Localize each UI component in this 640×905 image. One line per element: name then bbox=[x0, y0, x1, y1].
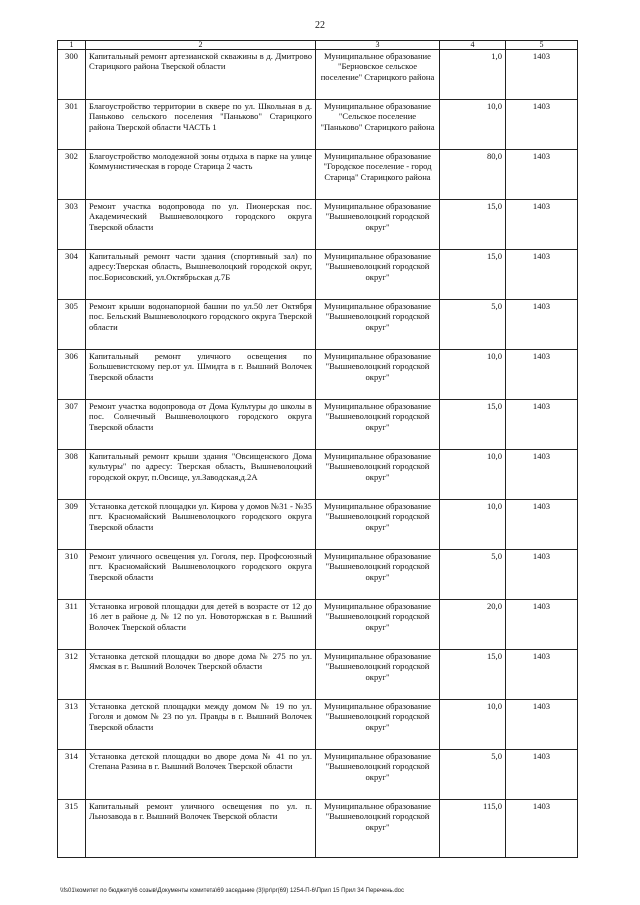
row-number: 300 bbox=[58, 50, 86, 100]
table-row bbox=[58, 50, 578, 100]
table-row bbox=[58, 750, 578, 800]
row-description: Капитальный ремонт артезианской скважины в д. Дмитрово Старицкого района Тверской области bbox=[86, 50, 316, 100]
row-municipality: Муниципальное образование "Вышневолоцкий городской округ" bbox=[316, 250, 440, 300]
row-description: Благоустройство молодежной зоны отдыха в парке на улице Коммунистическая в городе Старица 2 часть bbox=[86, 150, 316, 200]
column-header-2: 2 bbox=[86, 41, 316, 50]
footer-file-path: \\fs01\комитет по бюджету\6 созыв\Документы комитета\69 заседание (3)\pr\pr(69) 1254-П-6\Прил 15 Прил 34 Перечень.doc bbox=[60, 888, 404, 894]
row-code: 1403 bbox=[506, 250, 578, 300]
row-code: 1403 bbox=[506, 600, 578, 650]
row-municipality: Муниципальное образование "Вышневолоцкий городской округ" bbox=[316, 300, 440, 350]
row-amount: 80,0 bbox=[440, 150, 506, 200]
table-row bbox=[58, 350, 578, 400]
row-description: Установка детской площадки во дворе дома № 275 по ул. Ямская в г. Вышний Волочек Тверской области bbox=[86, 650, 316, 700]
row-number: 302 bbox=[58, 150, 86, 200]
row-municipality: Муниципальное образование "Вышневолоцкий городской округ" bbox=[316, 700, 440, 750]
row-amount: 20,0 bbox=[440, 600, 506, 650]
row-number: 309 bbox=[58, 500, 86, 550]
row-amount: 5,0 bbox=[440, 550, 506, 600]
table-row bbox=[58, 100, 578, 150]
row-municipality: Муниципальное образование "Сельское поселение "Паньково" Старицкого района bbox=[316, 100, 440, 150]
row-code: 1403 bbox=[506, 700, 578, 750]
row-number: 310 bbox=[58, 550, 86, 600]
row-municipality: Муниципальное образование "Вышневолоцкий городской округ" bbox=[316, 650, 440, 700]
projects-table bbox=[57, 40, 578, 858]
row-amount: 10,0 bbox=[440, 100, 506, 150]
row-code: 1403 bbox=[506, 50, 578, 100]
table-row bbox=[58, 550, 578, 600]
row-municipality: Муниципальное образование "Вышневолоцкий городской округ" bbox=[316, 400, 440, 450]
row-code: 1403 bbox=[506, 350, 578, 400]
row-description: Капитальный ремонт части здания (спортивный зал) по адресу:Тверская область, Вышневолоцкий городской округ, пос.Борисовский, ул.Октябрьская д.7Б bbox=[86, 250, 316, 300]
row-code: 1403 bbox=[506, 400, 578, 450]
row-amount: 15,0 bbox=[440, 250, 506, 300]
row-code: 1403 bbox=[506, 300, 578, 350]
row-number: 306 bbox=[58, 350, 86, 400]
row-amount: 10,0 bbox=[440, 700, 506, 750]
row-number: 307 bbox=[58, 400, 86, 450]
row-code: 1403 bbox=[506, 650, 578, 700]
row-amount: 10,0 bbox=[440, 450, 506, 500]
row-amount: 5,0 bbox=[440, 300, 506, 350]
row-number: 315 bbox=[58, 800, 86, 858]
row-description: Ремонт участка водопровода по ул. Пионерская пос. Академический Вышневолоцкого городского округа Тверской области bbox=[86, 200, 316, 250]
row-code: 1403 bbox=[506, 450, 578, 500]
page-number: 22 bbox=[315, 20, 325, 31]
row-description: Ремонт участка водопровода от Дома Культуры до школы в пос. Солнечный Вышневолоцкого городского округа Тверской области bbox=[86, 400, 316, 450]
row-description: Благоустройство территории в сквере по ул. Школьная в д. Паньково сельского поселения "Паньково" Старицкого района Тверской области ЧАСТЬ 1 bbox=[86, 100, 316, 150]
row-description: Установка игровой площадки для детей в возрасте от 12 до 16 лет в районе д. № 12 по ул. Новоторжская в г. Вышний Волочек Тверской области bbox=[86, 600, 316, 650]
row-description: Капитальный ремонт крыши здания "Овсищенского Дома культуры" по адресу: Тверская область, Вышневолоцкий городской округ, п.Овсище, ул.Заводская,д.2А bbox=[86, 450, 316, 500]
table-row bbox=[58, 250, 578, 300]
row-number: 313 bbox=[58, 700, 86, 750]
row-amount: 10,0 bbox=[440, 500, 506, 550]
row-code: 1403 bbox=[506, 550, 578, 600]
table-row bbox=[58, 700, 578, 750]
row-amount: 5,0 bbox=[440, 750, 506, 800]
row-municipality: Муниципальное образование "Вышневолоцкий городской округ" bbox=[316, 200, 440, 250]
row-amount: 115,0 bbox=[440, 800, 506, 858]
table-row bbox=[58, 300, 578, 350]
row-number: 304 bbox=[58, 250, 86, 300]
row-amount: 1,0 bbox=[440, 50, 506, 100]
row-description: Ремонт крыши водонапорной башни по ул.50 лет Октября пос. Бельский Вышневолоцкого городского округа Тверской области bbox=[86, 300, 316, 350]
column-header-5: 5 bbox=[506, 41, 578, 50]
table-row bbox=[58, 450, 578, 500]
row-amount: 15,0 bbox=[440, 200, 506, 250]
row-code: 1403 bbox=[506, 100, 578, 150]
table-header bbox=[58, 41, 578, 50]
row-municipality: Муниципальное образование "Городское поселение - город Старица" Старицкого района bbox=[316, 150, 440, 200]
row-municipality: Муниципальное образование "Берновское сельское поселение" Старицкого района bbox=[316, 50, 440, 100]
row-code: 1403 bbox=[506, 500, 578, 550]
table-row bbox=[58, 500, 578, 550]
row-number: 305 bbox=[58, 300, 86, 350]
row-number: 314 bbox=[58, 750, 86, 800]
row-number: 301 bbox=[58, 100, 86, 150]
row-municipality: Муниципальное образование "Вышневолоцкий городской округ" bbox=[316, 500, 440, 550]
row-municipality: Муниципальное образование "Вышневолоцкий городской округ" bbox=[316, 800, 440, 858]
row-amount: 15,0 bbox=[440, 400, 506, 450]
row-amount: 10,0 bbox=[440, 350, 506, 400]
row-description: Установка детской площадки ул. Кирова у домов №31 - №35 пгт. Красномайский Вышневолоцкого городского округа Тверской области bbox=[86, 500, 316, 550]
column-header-1: 1 bbox=[58, 41, 86, 50]
row-municipality: Муниципальное образование "Вышневолоцкий городской округ" bbox=[316, 550, 440, 600]
row-description: Капитальный ремонт уличного освещения по ул. п. Льнозавода в г. Вышний Волочек Тверской области bbox=[86, 800, 316, 858]
column-header-3: 3 bbox=[316, 41, 440, 50]
row-number: 311 bbox=[58, 600, 86, 650]
row-description: Капитальный ремонт уличного освещения по Большевистскому пер.от ул. Шмидта в г. Вышний Волочек Тверской области bbox=[86, 350, 316, 400]
table-row bbox=[58, 800, 578, 858]
table-row bbox=[58, 400, 578, 450]
row-number: 308 bbox=[58, 450, 86, 500]
row-municipality: Муниципальное образование "Вышневолоцкий городской округ" bbox=[316, 350, 440, 400]
table-row bbox=[58, 150, 578, 200]
table-row bbox=[58, 650, 578, 700]
column-header-4: 4 bbox=[440, 41, 506, 50]
row-description: Ремонт уличного освещения ул. Гоголя, пер. Профсоюзный пгт. Красномайский Вышневолоцкого городского округа Тверской области bbox=[86, 550, 316, 600]
row-code: 1403 bbox=[506, 750, 578, 800]
table-row bbox=[58, 600, 578, 650]
row-number: 312 bbox=[58, 650, 86, 700]
row-description: Установка детской площадки во дворе дома № 41 по ул. Степана Разина в г. Вышний Волочек Тверской области bbox=[86, 750, 316, 800]
row-municipality: Муниципальное образование "Вышневолоцкий городской округ" bbox=[316, 450, 440, 500]
row-municipality: Муниципальное образование "Вышневолоцкий городской округ" bbox=[316, 600, 440, 650]
row-municipality: Муниципальное образование "Вышневолоцкий городской округ" bbox=[316, 750, 440, 800]
row-code: 1403 bbox=[506, 800, 578, 858]
row-code: 1403 bbox=[506, 150, 578, 200]
row-code: 1403 bbox=[506, 200, 578, 250]
table-row bbox=[58, 200, 578, 250]
row-amount: 15,0 bbox=[440, 650, 506, 700]
row-number: 303 bbox=[58, 200, 86, 250]
table-body bbox=[58, 50, 578, 858]
row-description: Установка детской площадки между домом № 19 по ул. Гоголя и домом № 23 по ул. Правды в г. Вышний Волочек Тверской области bbox=[86, 700, 316, 750]
